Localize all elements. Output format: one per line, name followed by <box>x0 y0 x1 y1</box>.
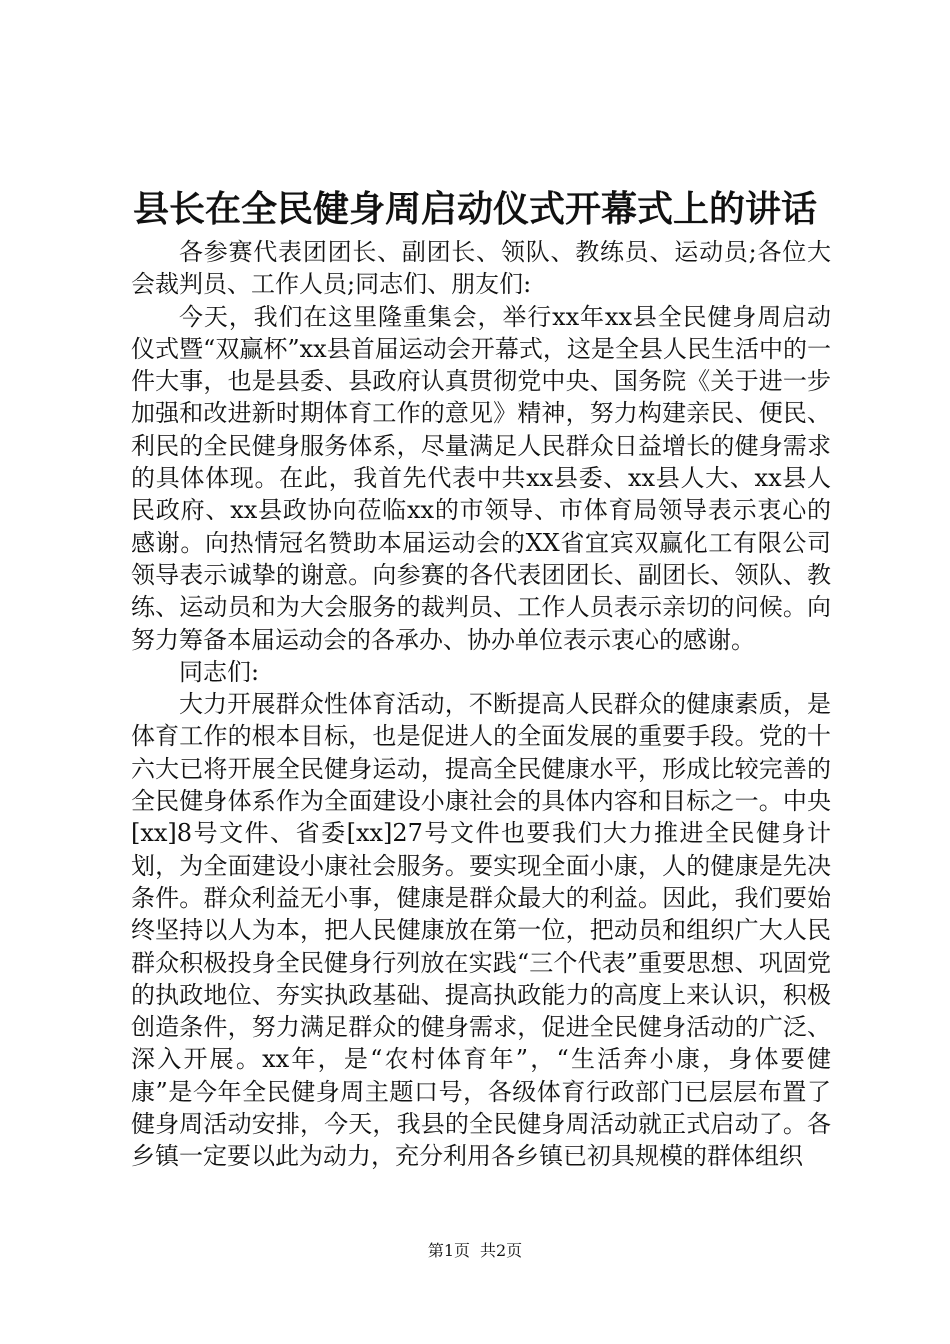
page-number: 第1页 <box>427 1241 470 1260</box>
page-total: 共2页 <box>480 1241 523 1260</box>
document-title: 县长在全民健身周启动仪式开幕式上的讲话 <box>132 188 817 230</box>
main-paragraph: 大力开展群众性体育活动，不断提高人民群众的健康素质，是体育工作的根本目标，也是促进人的全面发展的重要手段。党的十六大已将开展全民健身运动，提高全民健康水平，形成比较完善的全民健身体系作为全面建设小康社会的具体内容和目标之一。中央[xx]8号文件、省委[xx]27号文件也要我们大力推进全民健身计划，为全面建设小康社会服务。要实现全面小康，人的健康是先决条件。群众利益无小事，健康是群众最大的利益。因此，我们要始终坚持以人为本，把人民健康放在第一位，把动员和组织广大人民群众积极投身全民健身行列放在实践“三个代表”重要思想、巩固党的执政地位、夯实执政基础、提高执政能力的高度上来认识，积极创造条件，努力满足群众的健身需求，促进全民健身活动的广泛、深入开展。xx年，是“农村体育年”，“生活奔小康，身体要健康”是今年全民健身周主题口号，各级体育行政部门已层层布置了健身周活动安排，今天，我县的全民健身周活动就正式启动了。各乡镇一定要以此为动力，充分利用各乡镇已初具规模的群体组织 <box>131 690 831 1171</box>
opening-paragraph: 今天，我们在这里隆重集会，举行xx年xx县全民健身周启动仪式暨“双赢杯”xx县首届运动会开幕式，这是全县人民生活中的一件大事，也是县委、县政府认真贯彻党中央、国务院《关于进一步加强和改进新时期体育工作的意见》精神，努力构建亲民、便民、利民的全民健身服务体系，尽量满足人民群众日益增长的健身需求的具体体现。在此，我首先代表中共xx县委、xx县人大、xx县人民政府、xx县政协向莅临xx的市领导、市体育局领导表示衷心的感谢。向热情冠名赞助本届运动会的XX省宜宾双赢化工有限公司领导表示诚挚的谢意。向参赛的各代表团团长、副团长、领队、教练、运动员和为大会服务的裁判员、工作人员表示亲切的问候。向努力筹备本届运动会的各承办、协办单位表示衷心的感谢。 <box>131 302 831 654</box>
salutation-paragraph: 各参赛代表团团长、副团长、领队、教练员、运动员;各位大会裁判员、工作人员;同志们、朋友们: <box>131 238 831 299</box>
page-footer <box>0 1240 950 1262</box>
document-body <box>131 236 831 1173</box>
address-paragraph: 同志们: <box>179 657 260 686</box>
